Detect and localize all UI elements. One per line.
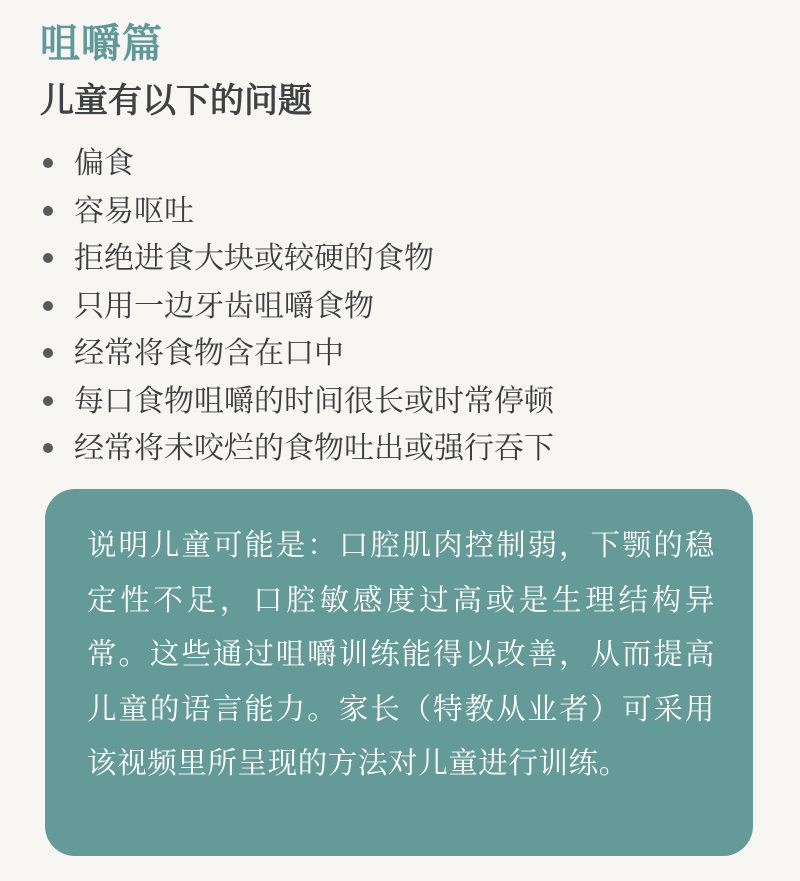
list-item xyxy=(40,378,760,426)
list-item-text: 拒绝进食大块或较硬的食物 xyxy=(74,241,434,276)
list-item xyxy=(40,188,760,236)
bullet-icon xyxy=(43,443,53,453)
bullet-icon xyxy=(43,206,53,216)
list-item-text: 偏食 xyxy=(74,146,134,181)
explanation-box xyxy=(45,489,753,856)
list-item-text: 每口食物咀嚼的时间很长或时常停顿 xyxy=(74,383,554,419)
list-item xyxy=(40,330,760,378)
list-item xyxy=(40,283,760,331)
list-item-text: 经常将食物含在口中 xyxy=(74,336,344,371)
list-item xyxy=(40,140,760,188)
list-item-text: 容易呕吐 xyxy=(74,193,194,229)
subtitle: 儿童有以下的问题 xyxy=(40,81,312,121)
bullet-icon xyxy=(43,301,53,311)
list-item-text: 只用一边牙齿咀嚼食物 xyxy=(74,288,374,324)
bullet-icon xyxy=(43,396,53,406)
list-item xyxy=(40,235,760,283)
list-item-text: 经常将未咬烂的食物吐出或强行吞下 xyxy=(74,431,554,466)
bullet-icon xyxy=(43,253,53,263)
problem-list xyxy=(40,140,760,473)
bullet-icon xyxy=(43,158,53,168)
bullet-icon xyxy=(43,348,53,358)
explanation-text: 说明儿童可能是：口腔肌肉控制弱，下颚的稳定性不足，口腔敏感度过高或是生理结构异常。这些通过咀嚼训练能得以改善，从而提高儿童的语言能力。家长（特教从业者）可采用该视频里所呈现的方法对儿童进行训练。 xyxy=(87,528,715,780)
list-item xyxy=(40,425,760,473)
section-title: 咀嚼篇 xyxy=(40,21,163,67)
